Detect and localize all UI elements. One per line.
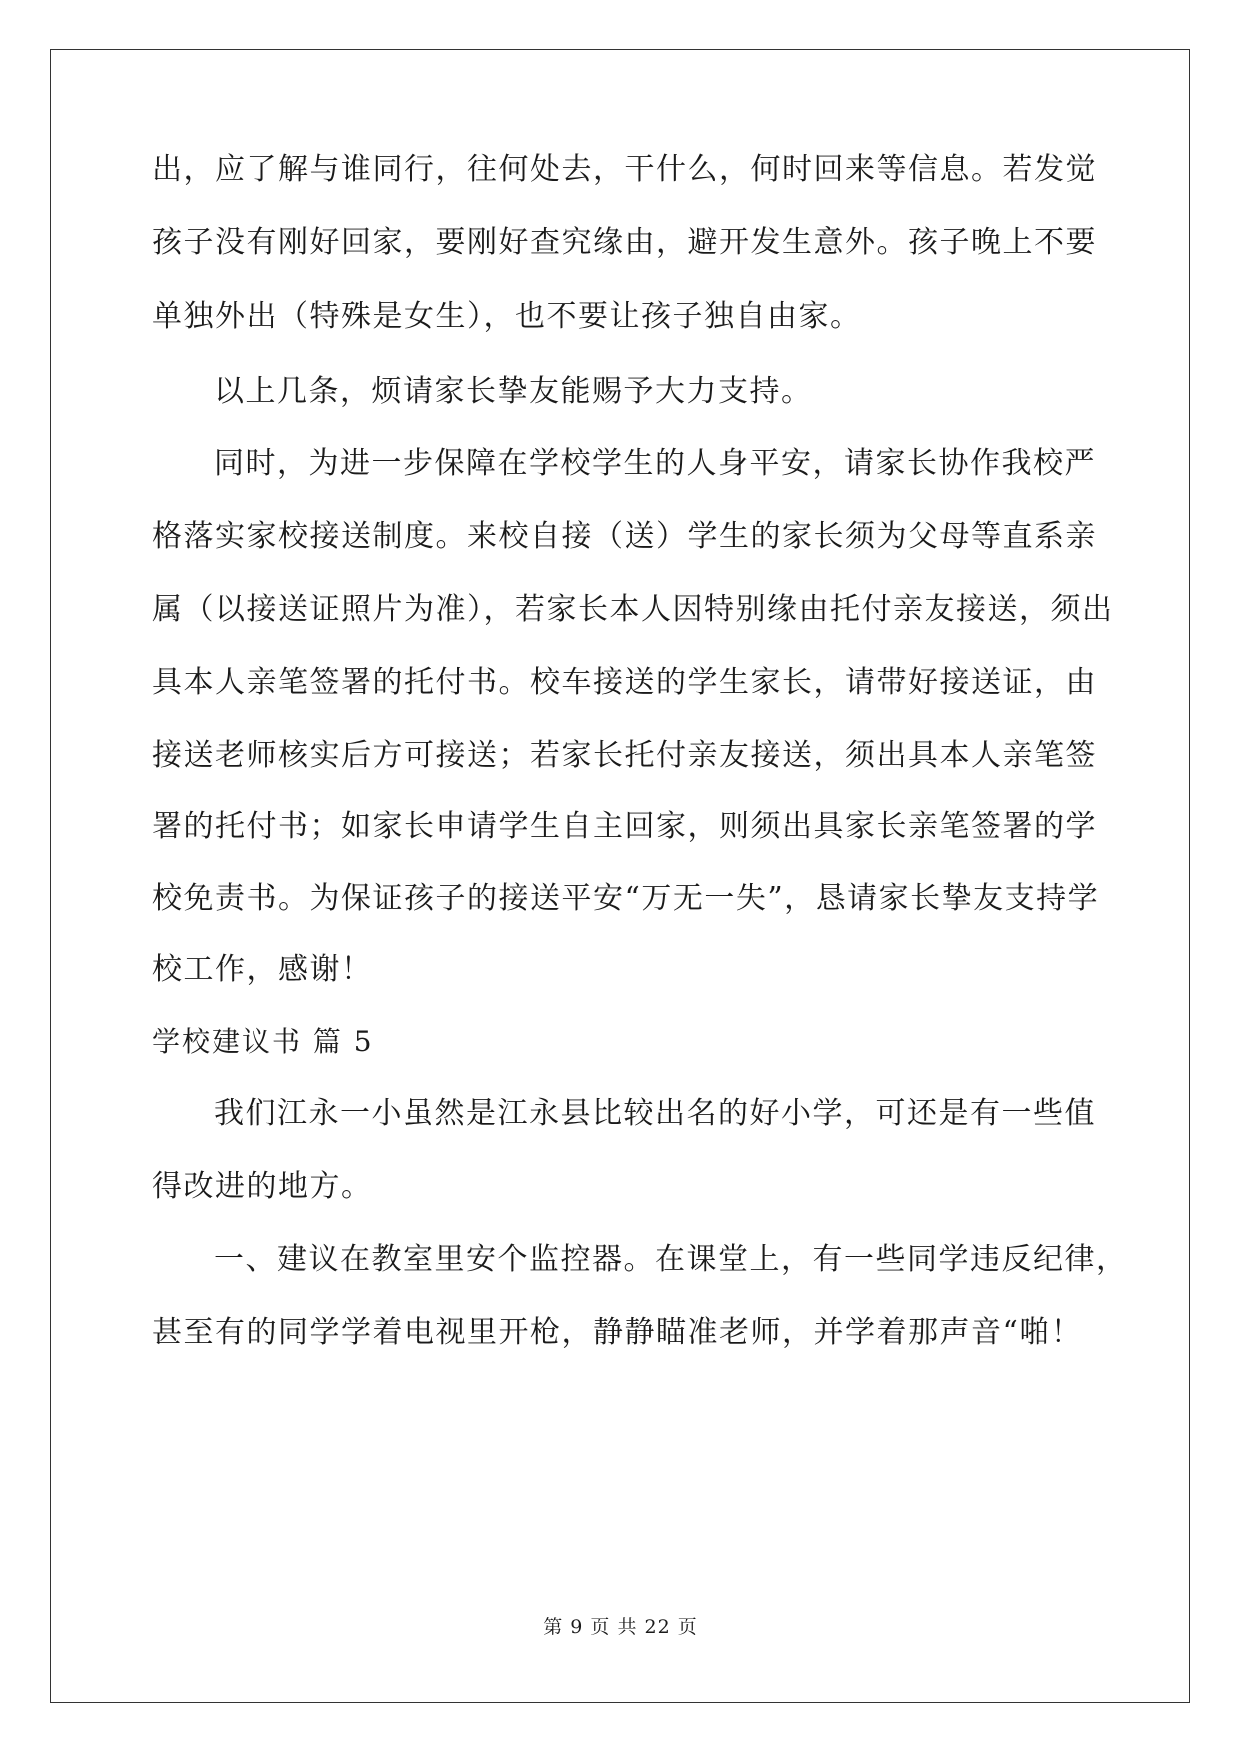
body-line-1: 出，应了解与谁同行，往何处去，干什么，何时回来等信息。若发觉 xyxy=(152,152,1097,187)
body-line-4: 以上几条，烦请家长挚友能赐予大力支持。 xyxy=(214,374,813,409)
section-heading: 学校建议书 篇 5 xyxy=(152,1025,374,1058)
body-line-5: 同时，为进一步保障在学校学生的人身平安，请家长协作我校严 xyxy=(214,446,1096,481)
body-line-10: 署的托付书；如家长申请学生自主回家，则须出具家长亲笔签署的学 xyxy=(152,809,1097,844)
body-line-9: 接送老师核实后方可接送；若家长托付亲友接送，须出具本人亲笔签 xyxy=(152,738,1097,773)
page-number-footer: 第 9 页 共 22 页 xyxy=(543,1616,698,1638)
body-line-16: 一、建议在教室里安个监控器。在课堂上，有一些同学违反纪律， xyxy=(214,1242,1128,1277)
body-line-14: 我们江永一小虽然是江永县比较出名的好小学，可还是有一些值 xyxy=(214,1096,1096,1131)
body-line-6: 格落实家校接送制度。来校自接（送）学生的家长须为父母等直系亲 xyxy=(152,519,1097,554)
body-line-17: 甚至有的同学学着电视里开枪，静静瞄准老师，并学着那声音“啪！ xyxy=(152,1315,1083,1350)
body-line-12: 校工作，感谢！ xyxy=(152,952,373,987)
body-line-2: 孩子没有刚好回家，要刚好查究缘由，避开发生意外。孩子晚上不要 xyxy=(152,225,1097,260)
body-line-8: 具本人亲笔签署的托付书。校车接送的学生家长，请带好接送证，由 xyxy=(152,665,1097,700)
body-line-11: 校免责书。为保证孩子的接送平安“万无一失”，恳请家长挚友支持学 xyxy=(152,881,1100,916)
body-line-3: 单独外出（特殊是女生），也不要让孩子独自由家。 xyxy=(152,299,862,334)
body-line-15: 得改进的地方。 xyxy=(152,1169,373,1204)
body-line-7: 属（以接送证照片为准），若家长本人因特别缘由托付亲友接送，须出 xyxy=(152,592,1114,627)
